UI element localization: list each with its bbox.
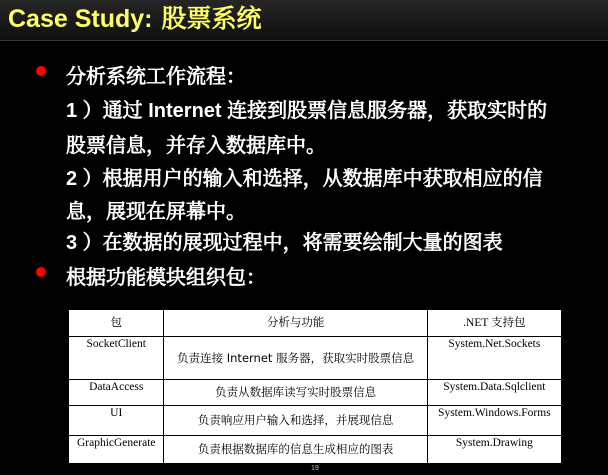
header-net: .NET 支持包	[427, 310, 561, 337]
title-prefix: Case Study:	[8, 5, 153, 33]
cell-function: 负责响应用户输入和选择，并展现信息	[164, 406, 427, 436]
title-bar	[0, 0, 608, 41]
bullet-dot-icon	[36, 66, 46, 76]
title-main: 股票系统	[161, 5, 262, 33]
cell-net: System.Drawing	[427, 436, 561, 464]
bullet-1-line-4: 2 ）根据用户的输入和选择，从数据库中获取相应的信	[66, 168, 543, 190]
slide-title	[8, 4, 262, 34]
page-number: 19	[311, 465, 319, 472]
cell-function: 负责根据数据库的信息生成相应的图表	[164, 436, 427, 464]
cell-package: UI	[69, 406, 164, 436]
bullet-dot-icon	[36, 267, 46, 277]
cell-package: DataAccess	[69, 380, 164, 406]
table-row	[69, 436, 562, 464]
bullet-1-line-2: 1 ）通过 Internet 连接到股票信息服务器，获取实时的	[66, 100, 548, 122]
table-header-row	[69, 310, 562, 337]
cell-net: System.Windows.Forms	[427, 406, 561, 436]
header-package: 包	[69, 310, 164, 337]
cell-function: 负责连接 Internet 服务器，获取实时股票信息	[164, 337, 427, 380]
cell-net: System.Net.Sockets	[427, 337, 561, 380]
cell-package: SocketClient	[69, 337, 164, 380]
bullet-1-line-3: 股票信息，并存入数据库中。	[66, 135, 326, 157]
bullet-1-line-6: 3 ）在数据的展现过程中，将需要绘制大量的图表	[66, 232, 503, 254]
table-row	[69, 337, 562, 380]
header-function: 分析与功能	[164, 310, 427, 337]
package-table	[68, 309, 562, 464]
cell-net: System.Data.Sqlclient	[427, 380, 561, 406]
bullet-2-line-1: 根据功能模块组织包：	[66, 267, 266, 289]
table-row	[69, 406, 562, 436]
bullet-1-line-1: 分析系统工作流程：	[66, 66, 246, 88]
table-row	[69, 380, 562, 406]
cell-function: 负责从数据库读写实时股票信息	[164, 380, 427, 406]
cell-package: GraphicGenerate	[69, 436, 164, 464]
bullet-1-line-5: 息，展现在屏幕中。	[66, 201, 246, 223]
